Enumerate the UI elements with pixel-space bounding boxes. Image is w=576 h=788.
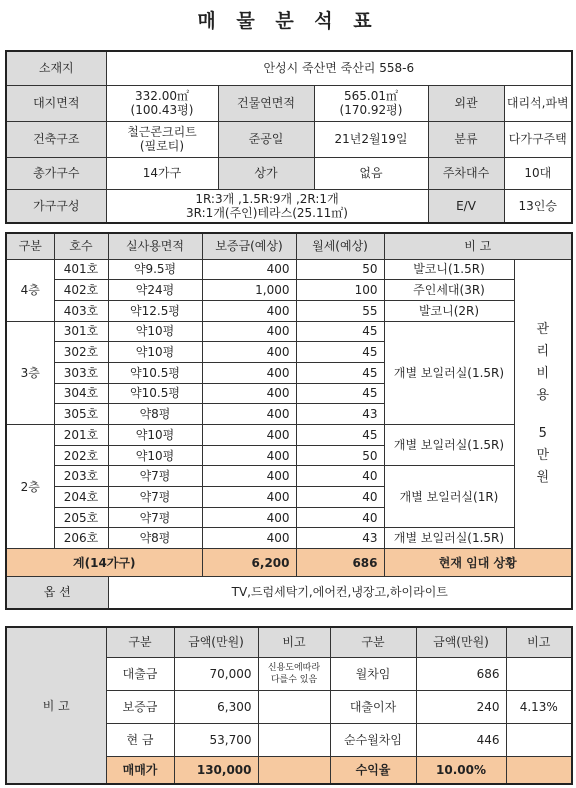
type-label: 분류 <box>428 121 504 157</box>
deposit-cell: 400 <box>202 466 296 487</box>
table-row <box>6 528 572 549</box>
sale-amount: 130,000 <box>174 756 258 784</box>
deposit-cell: 400 <box>202 383 296 404</box>
yield-label: 수익율 <box>330 756 416 784</box>
sale-note <box>258 756 330 784</box>
deposit-cell: 400 <box>202 507 296 528</box>
fin-header-note-2: 비고 <box>506 627 572 657</box>
floor-area-sqm: 565.01㎡ <box>344 89 398 103</box>
area-cell: 약12.5평 <box>108 300 202 321</box>
land-area-pyeong: (100.43평) <box>130 103 194 117</box>
note-cell-2f-c: 개별 보일러실(1.5R) <box>384 528 514 549</box>
note-cell-2f-a: 개별 보일러실(1.5R) <box>384 425 514 466</box>
fin-amount-2: 446 <box>416 723 506 756</box>
unit-cell: 403호 <box>54 300 108 321</box>
fin-header-amount-2: 금액(만원) <box>416 627 506 657</box>
unit-cell: 402호 <box>54 280 108 301</box>
location-value: 안성시 죽산면 죽산리 558-6 <box>106 51 572 85</box>
parking-value: 10대 <box>504 157 572 189</box>
fin-header-category-2: 구분 <box>330 627 416 657</box>
fin-amount-2: 686 <box>416 657 506 690</box>
deposit-cell: 400 <box>202 445 296 466</box>
note-cell: 주인세대(3R) <box>384 280 514 301</box>
exterior-label: 외관 <box>428 85 504 121</box>
area-cell: 약10.5평 <box>108 383 202 404</box>
table-row <box>6 425 572 446</box>
deposit-cell: 400 <box>202 404 296 425</box>
fin-note-line-2: 다를수 있음 <box>270 674 318 685</box>
structure-value <box>106 121 218 157</box>
fin-label: 현 금 <box>106 723 174 756</box>
floor-area-pyeong: (170.92평) <box>339 103 403 117</box>
header-unit: 호수 <box>54 233 108 259</box>
mgmt-char: 만 <box>536 447 550 463</box>
unit-cell: 301호 <box>54 321 108 342</box>
unit-cell: 303호 <box>54 362 108 383</box>
rent-table <box>5 232 573 610</box>
composition-label: 가구구성 <box>6 189 106 223</box>
unit-cell: 205호 <box>54 507 108 528</box>
fin-note <box>258 690 330 723</box>
area-cell: 약7평 <box>108 507 202 528</box>
floor-label-2: 2층 <box>6 425 54 549</box>
monthly-cell: 45 <box>296 342 384 363</box>
monthly-cell: 55 <box>296 300 384 321</box>
fin-amount: 6,300 <box>174 690 258 723</box>
header-area: 실사용면적 <box>108 233 202 259</box>
monthly-cell: 45 <box>296 321 384 342</box>
total-monthly: 686 <box>296 549 384 577</box>
mgmt-char: 용 <box>536 387 550 403</box>
land-area-label: 대지면적 <box>6 85 106 121</box>
table-row <box>6 466 572 487</box>
unit-cell: 202호 <box>54 445 108 466</box>
deposit-cell: 400 <box>202 425 296 446</box>
fin-amount-2: 240 <box>416 690 506 723</box>
fin-label: 보증금 <box>106 690 174 723</box>
header-floor: 구분 <box>6 233 54 259</box>
unit-cell: 305호 <box>54 404 108 425</box>
area-cell: 약7평 <box>108 487 202 508</box>
monthly-cell: 50 <box>296 445 384 466</box>
mgmt-char: 5 <box>538 425 547 441</box>
monthly-cell: 40 <box>296 507 384 528</box>
fin-note <box>258 723 330 756</box>
monthly-cell: 40 <box>296 466 384 487</box>
deposit-cell: 400 <box>202 362 296 383</box>
ev-label: E/V <box>428 189 504 223</box>
finance-side-label: 비 고 <box>6 627 106 784</box>
deposit-cell: 1,000 <box>202 280 296 301</box>
floor-label-3: 3층 <box>6 321 54 424</box>
table-row <box>6 300 572 321</box>
type-value: 다가구주택 <box>504 121 572 157</box>
fin-note-2 <box>506 723 572 756</box>
structure-material: 철근콘크리트 <box>127 125 197 139</box>
area-cell: 약9.5평 <box>108 259 202 280</box>
structure-type: (필로티) <box>139 139 185 153</box>
area-cell: 약8평 <box>108 528 202 549</box>
yield-note <box>506 756 572 784</box>
households-value: 14가구 <box>106 157 218 189</box>
composition-value <box>106 189 428 223</box>
rent-header-row <box>6 233 572 259</box>
area-cell: 약10평 <box>108 445 202 466</box>
ev-value: 13인승 <box>504 189 572 223</box>
fin-label-2: 월차임 <box>330 657 416 690</box>
note-cell-2f-b: 개별 보일러실(1R) <box>384 466 514 528</box>
finance-header-row <box>6 627 572 657</box>
deposit-cell: 400 <box>202 342 296 363</box>
area-cell: 약10평 <box>108 321 202 342</box>
composition-line-1: 1R:3개 ,1.5R:9개 ,2R:1개 <box>195 191 339 206</box>
floor-area-label: 건물연면적 <box>218 85 314 121</box>
unit-cell: 206호 <box>54 528 108 549</box>
land-area-sqm: 332.00㎡ <box>135 89 189 103</box>
fin-note <box>258 657 330 690</box>
exterior-value: 대리석,파벽 <box>504 85 572 121</box>
sale-label: 매매가 <box>106 756 174 784</box>
yield-value: 10.00% <box>416 756 506 784</box>
deposit-cell: 400 <box>202 259 296 280</box>
page-title: 매 물 분 석 표 <box>197 10 379 32</box>
note-cell-3f: 개별 보일러실(1.5R) <box>384 321 514 424</box>
monthly-cell: 43 <box>296 404 384 425</box>
structure-label: 건축구조 <box>6 121 106 157</box>
area-cell: 약10평 <box>108 425 202 446</box>
completion-label: 준공일 <box>218 121 314 157</box>
parking-label: 주차대수 <box>428 157 504 189</box>
composition-line-2: 3R:1개(주인)테라스(25.11㎡) <box>186 205 348 220</box>
mgmt-char: 비 <box>536 365 550 381</box>
fin-note-2 <box>506 657 572 690</box>
fin-header-note: 비고 <box>258 627 330 657</box>
unit-cell: 203호 <box>54 466 108 487</box>
fin-amount: 70,000 <box>174 657 258 690</box>
fin-label-2: 대출이자 <box>330 690 416 723</box>
monthly-cell: 100 <box>296 280 384 301</box>
note-cell: 발코니(1.5R) <box>384 259 514 280</box>
finance-table <box>5 626 573 785</box>
property-info-table <box>5 50 573 224</box>
monthly-cell: 45 <box>296 383 384 404</box>
monthly-cell: 43 <box>296 528 384 549</box>
area-cell: 약10평 <box>108 342 202 363</box>
header-deposit: 보증금(예상) <box>202 233 296 259</box>
fin-note-2: 4.13% <box>506 690 572 723</box>
floor-area-value <box>314 85 428 121</box>
fin-header-amount: 금액(만원) <box>174 627 258 657</box>
mgmt-char: 리 <box>536 343 550 359</box>
table-row <box>6 259 572 280</box>
area-cell: 약7평 <box>108 466 202 487</box>
unit-cell: 201호 <box>54 425 108 446</box>
options-row <box>6 577 572 609</box>
fin-label-2: 순수월차임 <box>330 723 416 756</box>
note-cell: 발코니(2R) <box>384 300 514 321</box>
management-fee <box>514 259 572 549</box>
total-deposit: 6,200 <box>202 549 296 577</box>
unit-cell: 304호 <box>54 383 108 404</box>
land-area-value <box>106 85 218 121</box>
monthly-cell: 40 <box>296 487 384 508</box>
deposit-cell: 400 <box>202 321 296 342</box>
area-cell: 약8평 <box>108 404 202 425</box>
area-cell: 약24평 <box>108 280 202 301</box>
monthly-cell: 45 <box>296 362 384 383</box>
fin-label: 대출금 <box>106 657 174 690</box>
fin-amount: 53,700 <box>174 723 258 756</box>
mgmt-gap <box>515 407 572 423</box>
fin-note-line-1: 신용도에따라 <box>267 662 321 673</box>
store-label: 상가 <box>218 157 314 189</box>
monthly-cell: 45 <box>296 425 384 446</box>
mgmt-char: 원 <box>536 469 550 485</box>
header-note: 비 고 <box>384 233 572 259</box>
options-value: TV,드럼세탁기,에어컨,냉장고,하이라이트 <box>108 577 572 609</box>
options-label: 옵 션 <box>6 577 108 609</box>
header-monthly: 월세(예상) <box>296 233 384 259</box>
unit-cell: 401호 <box>54 259 108 280</box>
floor-label-4: 4층 <box>6 259 54 321</box>
deposit-cell: 400 <box>202 300 296 321</box>
completion-value: 21년2월19일 <box>314 121 428 157</box>
store-value: 없음 <box>314 157 428 189</box>
unit-cell: 302호 <box>54 342 108 363</box>
total-label: 계(14가구) <box>6 549 202 577</box>
fin-header-category: 구분 <box>106 627 174 657</box>
deposit-cell: 400 <box>202 528 296 549</box>
deposit-cell: 400 <box>202 487 296 508</box>
unit-cell: 204호 <box>54 487 108 508</box>
total-row <box>6 549 572 577</box>
mgmt-char: 관 <box>536 321 550 337</box>
households-label: 총가구수 <box>6 157 106 189</box>
table-row <box>6 280 572 301</box>
table-row <box>6 321 572 342</box>
total-note: 현재 임대 상황 <box>384 549 572 577</box>
location-label: 소재지 <box>6 51 106 85</box>
monthly-cell: 50 <box>296 259 384 280</box>
area-cell: 약10.5평 <box>108 362 202 383</box>
